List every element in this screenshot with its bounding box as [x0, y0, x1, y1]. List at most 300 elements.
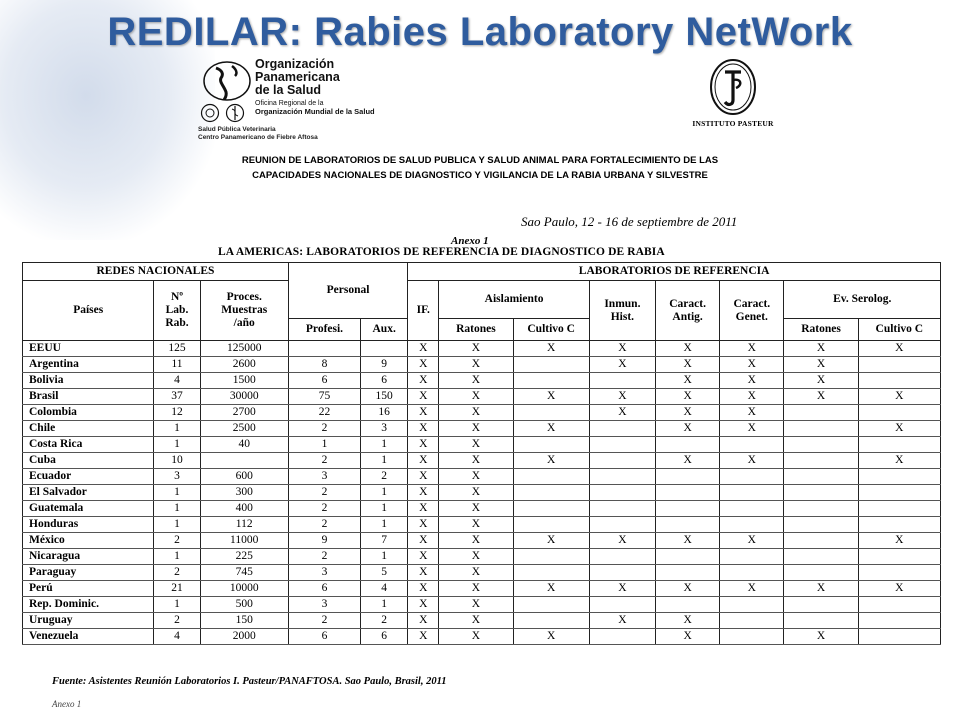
table-row — [23, 549, 941, 565]
cell-profesi: 2 — [288, 485, 360, 501]
header-personal: Personal — [288, 263, 407, 319]
cell-cultivo-serolog — [858, 437, 940, 453]
cell-inmun-hist: X — [589, 357, 655, 373]
cell-if: X — [408, 437, 439, 453]
cell-profesi: 2 — [288, 549, 360, 565]
cell-inmun-hist — [589, 437, 655, 453]
cell-inmun-hist — [589, 565, 655, 581]
cell-profesi: 9 — [288, 533, 360, 549]
table-row — [23, 453, 941, 469]
paho-office-line: Oficina Regional de la — [255, 100, 324, 107]
cell-aux: 1 — [361, 501, 408, 517]
cell-inmun-hist — [589, 469, 655, 485]
cell-if: X — [408, 613, 439, 629]
meeting-title-line-2: CAPACIDADES NACIONALES DE DIAGNOSTICO Y VIGILANCIA DE LA RABIA URBANA Y SILVESTRE — [252, 170, 708, 181]
cell-ratones-aislamiento: X — [439, 581, 513, 597]
cell-caract-antig: X — [656, 357, 720, 373]
cell-cultivo-serolog — [858, 405, 940, 421]
cell-inmun-hist — [589, 597, 655, 613]
cell-n-lab: 1 — [154, 437, 200, 453]
cell-cultivo-serolog: X — [858, 533, 940, 549]
cell-aux: 6 — [361, 629, 408, 645]
cell-cultivo-aislamiento — [513, 549, 589, 565]
header-proces — [200, 281, 288, 341]
cell-caract-genet — [720, 613, 784, 629]
cell-inmun-hist — [589, 485, 655, 501]
cell-if: X — [408, 517, 439, 533]
cell-inmun-hist — [589, 453, 655, 469]
pasteur-caption: INSTITUTO PASTEUR — [692, 119, 774, 128]
cell-country: Colombia — [23, 405, 154, 421]
cell-cultivo-serolog — [858, 357, 940, 373]
cell-if: X — [408, 549, 439, 565]
cell-caract-genet — [720, 597, 784, 613]
cell-ratones-aislamiento: X — [439, 501, 513, 517]
meeting-title — [205, 153, 755, 183]
cell-ratones-aislamiento: X — [439, 453, 513, 469]
cell-caract-antig: X — [656, 341, 720, 357]
cell-ratones-serolog: X — [784, 357, 858, 373]
cell-caract-antig: X — [656, 613, 720, 629]
cell-caract-antig — [656, 437, 720, 453]
cell-if: X — [408, 581, 439, 597]
cell-aux: 1 — [361, 549, 408, 565]
cell-inmun-hist — [589, 549, 655, 565]
cell-aux: 3 — [361, 421, 408, 437]
cell-profesi: 2 — [288, 453, 360, 469]
cell-aux: 1 — [361, 453, 408, 469]
cell-n-lab: 1 — [154, 501, 200, 517]
cell-cultivo-aislamiento: X — [513, 453, 589, 469]
cell-n-lab: 12 — [154, 405, 200, 421]
cell-inmun-hist: X — [589, 405, 655, 421]
cell-profesi: 1 — [288, 437, 360, 453]
table-body — [23, 341, 941, 645]
header-caract-genet — [720, 281, 784, 341]
cell-caract-genet — [720, 485, 784, 501]
cell-muestras: 150 — [200, 613, 288, 629]
paho-name — [255, 58, 340, 97]
paho-globe-icon — [202, 60, 252, 102]
header-cultivo-aislamiento: Cultivo C — [513, 319, 589, 341]
header-ratones-serolog: Ratones — [784, 319, 858, 341]
source-note: Fuente: Asistentes Reunión Laboratorios I. Pasteur/PANAFTOSA. Sao Paulo, Brasil, 2011 — [52, 676, 447, 687]
cell-profesi: 22 — [288, 405, 360, 421]
table-row — [23, 421, 941, 437]
cell-n-lab: 37 — [154, 389, 200, 405]
cell-country: Honduras — [23, 517, 154, 533]
cell-country: Guatemala — [23, 501, 154, 517]
cell-profesi: 3 — [288, 565, 360, 581]
paho-who-line: Organización Mundial de la Salud — [255, 107, 375, 116]
cell-profesi: 6 — [288, 581, 360, 597]
cell-ratones-serolog: X — [784, 373, 858, 389]
cell-aux: 4 — [361, 581, 408, 597]
cell-ratones-serolog — [784, 469, 858, 485]
cell-cultivo-serolog — [858, 629, 940, 645]
cell-caract-genet: X — [720, 453, 784, 469]
cell-cultivo-aislamiento — [513, 597, 589, 613]
header-aux: Aux. — [361, 319, 408, 341]
cell-aux: 1 — [361, 517, 408, 533]
cell-inmun-hist: X — [589, 581, 655, 597]
cell-cultivo-serolog — [858, 501, 940, 517]
cell-if: X — [408, 421, 439, 437]
cell-muestras: 40 — [200, 437, 288, 453]
cell-country: Nicaragua — [23, 549, 154, 565]
cell-ratones-aislamiento: X — [439, 373, 513, 389]
cell-ratones-serolog — [784, 533, 858, 549]
cell-if: X — [408, 405, 439, 421]
cell-profesi: 2 — [288, 501, 360, 517]
header-redes-nacionales: REDES NACIONALES — [23, 263, 289, 281]
cell-if: X — [408, 565, 439, 581]
cell-cultivo-aislamiento: X — [513, 421, 589, 437]
cell-profesi: 6 — [288, 629, 360, 645]
cell-ratones-aislamiento: X — [439, 469, 513, 485]
cell-if: X — [408, 501, 439, 517]
cell-aux: 7 — [361, 533, 408, 549]
cell-caract-genet: X — [720, 389, 784, 405]
cell-ratones-serolog — [784, 453, 858, 469]
cell-muestras: 745 — [200, 565, 288, 581]
cell-ratones-serolog: X — [784, 629, 858, 645]
table-row — [23, 533, 941, 549]
cell-muestras: 400 — [200, 501, 288, 517]
cell-caract-genet: X — [720, 373, 784, 389]
cell-muestras: 225 — [200, 549, 288, 565]
cell-country: Chile — [23, 421, 154, 437]
cell-n-lab: 1 — [154, 597, 200, 613]
cell-ratones-serolog — [784, 549, 858, 565]
cell-profesi: 75 — [288, 389, 360, 405]
cell-aux: 2 — [361, 613, 408, 629]
cell-n-lab: 2 — [154, 613, 200, 629]
cell-profesi — [288, 341, 360, 357]
cell-caract-genet: X — [720, 405, 784, 421]
table-row — [23, 485, 941, 501]
cell-caract-antig — [656, 517, 720, 533]
cell-ratones-serolog — [784, 485, 858, 501]
cell-cultivo-aislamiento — [513, 565, 589, 581]
cell-caract-genet — [720, 501, 784, 517]
cell-inmun-hist: X — [589, 613, 655, 629]
header-caract-genet-line-2: Genet. — [735, 310, 768, 323]
cell-cultivo-aislamiento — [513, 437, 589, 453]
cell-ratones-serolog — [784, 613, 858, 629]
cell-profesi: 2 — [288, 613, 360, 629]
cell-country: EEUU — [23, 341, 154, 357]
cell-caract-genet — [720, 437, 784, 453]
cell-muestras: 2600 — [200, 357, 288, 373]
cell-inmun-hist: X — [589, 341, 655, 357]
header-proces-line-2: Muestras — [221, 304, 268, 316]
cell-n-lab: 1 — [154, 517, 200, 533]
reference-laboratories-table — [22, 262, 941, 645]
cell-caract-antig: X — [656, 373, 720, 389]
cell-if: X — [408, 373, 439, 389]
cell-ratones-serolog — [784, 501, 858, 517]
cell-caract-antig: X — [656, 533, 720, 549]
table-row — [23, 597, 941, 613]
cell-caract-antig: X — [656, 421, 720, 437]
cell-aux — [361, 341, 408, 357]
cell-inmun-hist — [589, 373, 655, 389]
footer-annex: Anexo 1 — [52, 699, 82, 709]
cell-muestras: 2500 — [200, 421, 288, 437]
cell-caract-genet — [720, 565, 784, 581]
cell-cultivo-serolog — [858, 469, 940, 485]
cell-caract-antig: X — [656, 389, 720, 405]
meeting-place-date: Sao Paulo, 12 - 16 de septiembre de 2011 — [521, 214, 738, 229]
cell-caract-antig — [656, 501, 720, 517]
cell-ratones-aislamiento: X — [439, 549, 513, 565]
cell-muestras: 11000 — [200, 533, 288, 549]
cell-country: Paraguay — [23, 565, 154, 581]
cell-ratones-aislamiento: X — [439, 613, 513, 629]
cell-cultivo-serolog — [858, 565, 940, 581]
cell-muestras: 10000 — [200, 581, 288, 597]
cell-caract-genet: X — [720, 341, 784, 357]
cell-n-lab: 1 — [154, 549, 200, 565]
cell-cultivo-aislamiento: X — [513, 533, 589, 549]
cell-ratones-serolog — [784, 597, 858, 613]
cell-country: México — [23, 533, 154, 549]
cell-ratones-serolog — [784, 565, 858, 581]
cell-ratones-serolog — [784, 517, 858, 533]
cell-ratones-serolog: X — [784, 389, 858, 405]
header-proces-line-1: Proces. — [226, 291, 262, 303]
header-caract-antig — [656, 281, 720, 341]
header-if: IF. — [408, 281, 439, 341]
cell-n-lab: 125 — [154, 341, 200, 357]
cell-muestras: 2000 — [200, 629, 288, 645]
cell-aux: 9 — [361, 357, 408, 373]
cell-muestras: 500 — [200, 597, 288, 613]
cell-ratones-aislamiento: X — [439, 389, 513, 405]
cell-n-lab: 11 — [154, 357, 200, 373]
cell-n-lab: 3 — [154, 469, 200, 485]
table-row — [23, 629, 941, 645]
cell-ratones-serolog — [784, 421, 858, 437]
cell-aux: 5 — [361, 565, 408, 581]
header-ev-serolog: Ev. Serolog. — [784, 281, 941, 319]
cell-cultivo-serolog — [858, 597, 940, 613]
paho-name-line-2: Panamericana — [255, 70, 340, 84]
cell-if: X — [408, 389, 439, 405]
cell-cultivo-serolog — [858, 373, 940, 389]
cell-country: Uruguay — [23, 613, 154, 629]
cell-profesi: 3 — [288, 469, 360, 485]
cell-aux: 1 — [361, 437, 408, 453]
cell-muestras: 112 — [200, 517, 288, 533]
cell-caract-antig — [656, 469, 720, 485]
cell-country: Cuba — [23, 453, 154, 469]
cell-profesi: 2 — [288, 421, 360, 437]
cell-cultivo-aislamiento: X — [513, 341, 589, 357]
cell-country: Brasil — [23, 389, 154, 405]
cell-cultivo-aislamiento: X — [513, 581, 589, 597]
cell-caract-antig — [656, 549, 720, 565]
cell-caract-genet: X — [720, 357, 784, 373]
cell-ratones-aislamiento: X — [439, 517, 513, 533]
paho-logo — [198, 56, 408, 148]
header-inmun-hist — [589, 281, 655, 341]
cell-country: Ecuador — [23, 469, 154, 485]
header-n-lab-line-1: Nº — [170, 291, 184, 303]
cell-cultivo-aislamiento — [513, 357, 589, 373]
cell-cultivo-aislamiento — [513, 501, 589, 517]
cell-country: Argentina — [23, 357, 154, 373]
cell-caract-genet: X — [720, 533, 784, 549]
cell-cultivo-aislamiento — [513, 517, 589, 533]
cell-ratones-serolog: X — [784, 581, 858, 597]
cell-ratones-aislamiento: X — [439, 629, 513, 645]
cell-muestras: 300 — [200, 485, 288, 501]
cell-muestras: 30000 — [200, 389, 288, 405]
cell-caract-genet — [720, 517, 784, 533]
slide-title: REDILAR: Rabies Laboratory NetWork — [107, 10, 853, 54]
table-row — [23, 501, 941, 517]
meeting-title-line-1: REUNION DE LABORATORIOS DE SALUD PUBLICA Y SALUD ANIMAL PARA FORTALECIMIENTO DE LAS — [241, 155, 719, 166]
header-caract-antig-line-1: Caract. — [669, 297, 706, 310]
annex-label: Anexo 1 — [451, 235, 489, 247]
cell-n-lab: 4 — [154, 629, 200, 645]
cell-cultivo-aislamiento: X — [513, 629, 589, 645]
cell-ratones-serolog — [784, 437, 858, 453]
cell-caract-antig: X — [656, 405, 720, 421]
cell-aux: 16 — [361, 405, 408, 421]
cell-caract-antig: X — [656, 629, 720, 645]
cell-cultivo-serolog — [858, 613, 940, 629]
header-n-lab-line-2: Lab. — [165, 304, 189, 316]
cell-aux: 1 — [361, 597, 408, 613]
cell-n-lab: 1 — [154, 421, 200, 437]
table-row — [23, 405, 941, 421]
pasteur-logo — [692, 58, 774, 132]
cell-cultivo-aislamiento — [513, 469, 589, 485]
cell-country: Venezuela — [23, 629, 154, 645]
cell-caract-antig: X — [656, 453, 720, 469]
cell-if: X — [408, 453, 439, 469]
cell-ratones-aislamiento: X — [439, 341, 513, 357]
cell-aux: 150 — [361, 389, 408, 405]
cell-if: X — [408, 629, 439, 645]
cell-caract-genet: X — [720, 581, 784, 597]
cell-inmun-hist — [589, 421, 655, 437]
cell-cultivo-serolog — [858, 485, 940, 501]
cell-aux: 6 — [361, 373, 408, 389]
cell-country: El Salvador — [23, 485, 154, 501]
cell-country: Bolivia — [23, 373, 154, 389]
cell-muestras: 125000 — [200, 341, 288, 357]
cell-cultivo-aislamiento — [513, 485, 589, 501]
cell-muestras: 600 — [200, 469, 288, 485]
cell-ratones-aislamiento: X — [439, 597, 513, 613]
table-row — [23, 469, 941, 485]
cell-country: Perú — [23, 581, 154, 597]
paho-department — [198, 126, 318, 142]
header-laboratorios: LABORATORIOS DE REFERENCIA — [408, 263, 941, 281]
cell-if: X — [408, 341, 439, 357]
cell-ratones-aislamiento: X — [439, 421, 513, 437]
cell-ratones-aislamiento: X — [439, 405, 513, 421]
cell-caract-antig — [656, 565, 720, 581]
header-caract-antig-line-2: Antig. — [672, 310, 703, 323]
who-emblems-icon — [200, 103, 248, 123]
header-n-lab — [154, 281, 200, 341]
header-caract-genet-line-1: Caract. — [733, 297, 771, 310]
paho-dept-line-2: Centro Panamericano de Fiebre Aftosa — [198, 134, 318, 141]
cell-inmun-hist: X — [589, 533, 655, 549]
cell-aux: 1 — [361, 485, 408, 501]
header-profesi: Profesi. — [288, 319, 360, 341]
table-row — [23, 389, 941, 405]
cell-n-lab: 21 — [154, 581, 200, 597]
cell-n-lab: 2 — [154, 533, 200, 549]
cell-cultivo-serolog: X — [858, 389, 940, 405]
header-inmun-line-1: Inmun. — [604, 297, 641, 310]
cell-caract-antig: X — [656, 581, 720, 597]
table-row — [23, 581, 941, 597]
cell-profesi: 3 — [288, 597, 360, 613]
cell-caract-antig — [656, 485, 720, 501]
paho-subtitle — [255, 100, 375, 117]
table-row — [23, 613, 941, 629]
cell-muestras: 1500 — [200, 373, 288, 389]
table-row — [23, 373, 941, 389]
cell-n-lab: 10 — [154, 453, 200, 469]
cell-profesi: 8 — [288, 357, 360, 373]
cell-inmun-hist — [589, 501, 655, 517]
cell-cultivo-aislamiento — [513, 613, 589, 629]
cell-aux: 2 — [361, 469, 408, 485]
paho-dept-line-1: Salud Pública Veterinaria — [198, 126, 276, 133]
cell-profesi: 6 — [288, 373, 360, 389]
paho-name-line-3: de la Salud — [255, 83, 321, 97]
table-title: LA AMERICAS: LABORATORIOS DE REFERENCIA DE DIAGNOSTICO DE RABIA — [218, 246, 665, 258]
header-paises: Países — [23, 281, 154, 341]
cell-caract-genet — [720, 469, 784, 485]
cell-n-lab: 4 — [154, 373, 200, 389]
header-inmun-line-2: Hist. — [610, 310, 635, 323]
header-ratones-aislamiento: Ratones — [439, 319, 513, 341]
header-proces-line-3: /año — [233, 317, 255, 329]
cell-cultivo-serolog: X — [858, 421, 940, 437]
cell-inmun-hist — [589, 629, 655, 645]
table-row — [23, 357, 941, 373]
table-row — [23, 517, 941, 533]
cell-caract-genet — [720, 549, 784, 565]
cell-cultivo-serolog — [858, 549, 940, 565]
cell-ratones-aislamiento: X — [439, 485, 513, 501]
cell-ratones-aislamiento: X — [439, 533, 513, 549]
cell-cultivo-aislamiento — [513, 405, 589, 421]
cell-if: X — [408, 485, 439, 501]
table-row — [23, 341, 941, 357]
cell-ratones-aislamiento: X — [439, 565, 513, 581]
table-row — [23, 437, 941, 453]
cell-muestras: 2700 — [200, 405, 288, 421]
cell-cultivo-aislamiento: X — [513, 389, 589, 405]
cell-inmun-hist: X — [589, 389, 655, 405]
cell-cultivo-aislamiento — [513, 373, 589, 389]
pasteur-emblem-icon — [708, 58, 758, 116]
cell-country: Costa Rica — [23, 437, 154, 453]
cell-if: X — [408, 357, 439, 373]
header-n-lab-line-3: Rab. — [165, 317, 189, 329]
header-aislamiento: Aislamiento — [439, 281, 589, 319]
